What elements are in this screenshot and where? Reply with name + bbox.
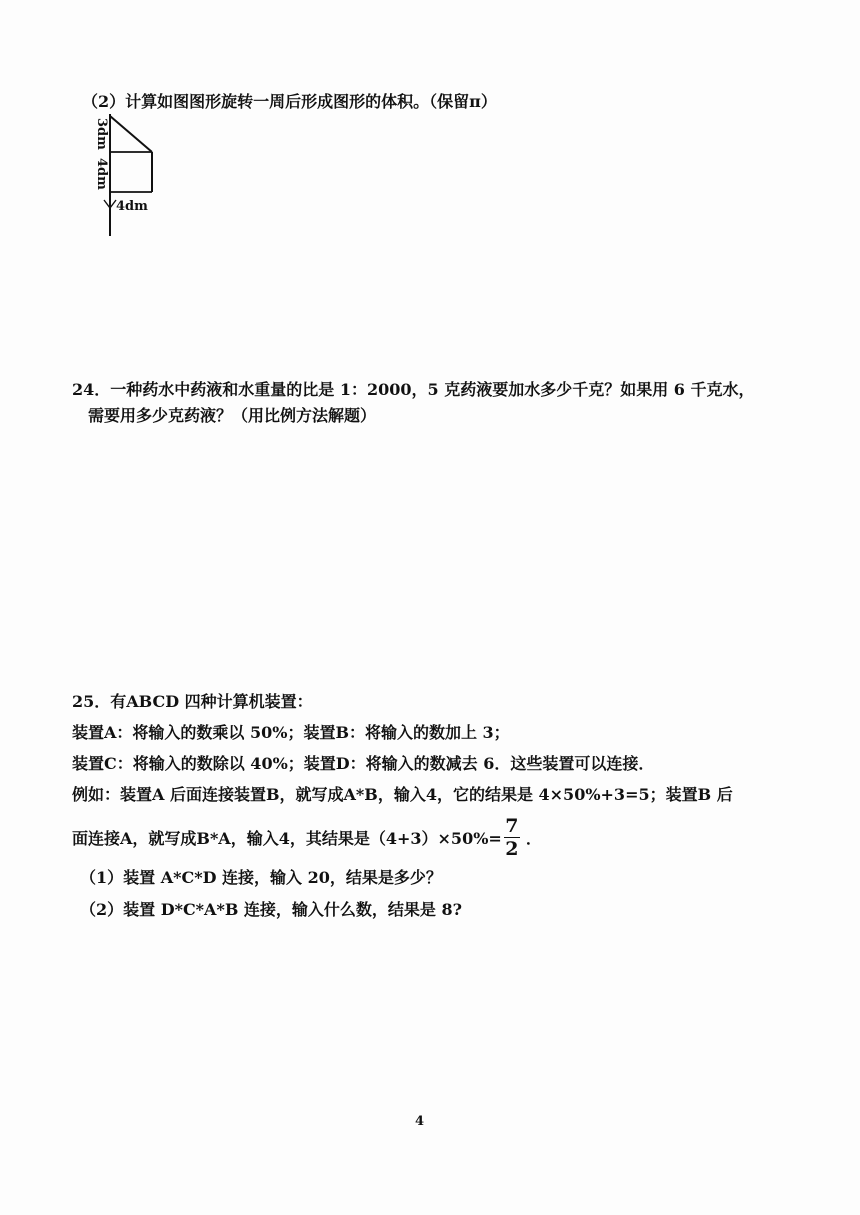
question-25-line-4	[72, 815, 542, 861]
label-top-height: 3dm	[94, 118, 109, 150]
question-25-line-4-text: 面连接A，就写成B*A，输入4，其结果是（4+3）×50%=	[72, 829, 502, 848]
question-25-title: 25．有ABCD 四种计算机装置：	[72, 692, 313, 711]
label-bottom-height: 4dm	[94, 158, 109, 190]
question-25-line-1: 装置A：将输入的数乘以 50%；装置B：将输入的数加上 3；	[72, 723, 510, 742]
question-24-line-1: 24．一种药水中药液和水重量的比是 1：2000，5 克药液要加水多少千克？如果用 6 千克水，	[72, 380, 755, 399]
question-25-line-4-end: ．	[525, 829, 542, 848]
question-24-line-2: 需要用多少克药液？（用比例方法解题）	[88, 406, 377, 425]
question-25-line-2: 装置C：将输入的数除以 40%；装置D：将输入的数减去 6．这些装置可以连接．	[72, 754, 655, 773]
question-25-line-3: 例如：装置A 后面连接装置B，就写成A*B，输入4，它的结果是 4×50%+3=5；装置B 后	[72, 785, 733, 804]
question-25-sub-2: （2）装置 D*C*A*B 连接，输入什么数，结果是 8?	[80, 900, 463, 919]
fraction-numerator: 7	[505, 815, 519, 837]
rotation-figure	[94, 112, 194, 238]
fraction-seven-halves	[504, 816, 520, 859]
fraction-denominator: 2	[505, 838, 519, 860]
question-25-sub-1: （1）装置 A*C*D 连接，输入 20，结果是多少？	[80, 868, 442, 887]
rotation-figure-svg	[94, 112, 194, 238]
question-23-part-2: （2）计算如图图形旋转一周后形成图形的体积。（保留π）	[82, 92, 497, 111]
page-number: 4	[415, 1114, 425, 1129]
triangle-hypotenuse	[110, 116, 152, 152]
label-width: 4dm	[116, 199, 148, 214]
